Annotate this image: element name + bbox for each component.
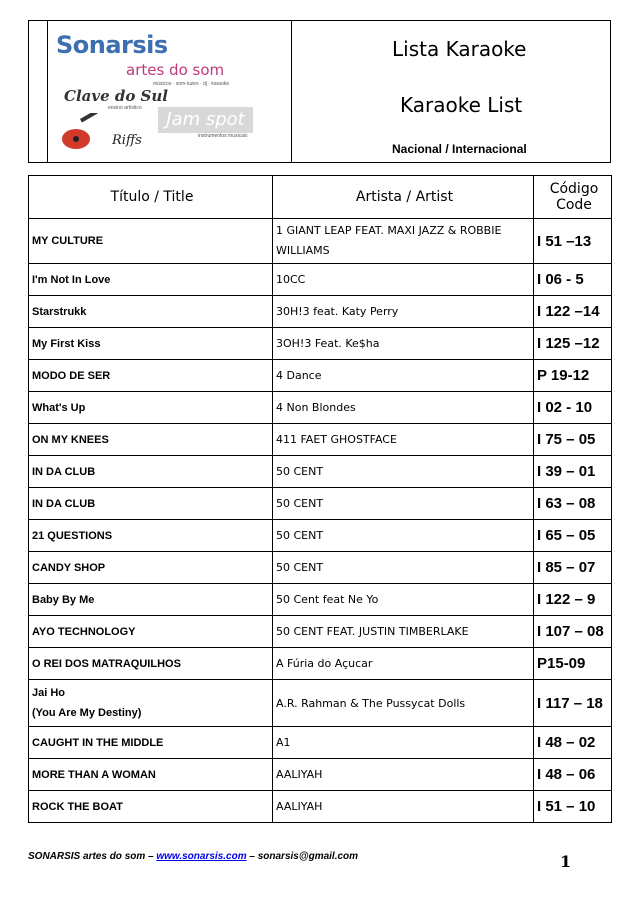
footer	[28, 851, 358, 862]
song-title: IN DA CLUB	[29, 488, 273, 520]
song-code: I 48 – 06	[534, 759, 612, 791]
song-code: I 107 – 08	[534, 616, 612, 648]
table-row	[29, 759, 612, 791]
artes-do-som-logo-text: artes do som	[126, 61, 225, 79]
table-row	[29, 424, 612, 456]
subtitle: Nacional / Internacional	[392, 142, 527, 156]
song-title: 21 QUESTIONS	[29, 520, 273, 552]
clave-tagline: ensino artístico	[108, 105, 142, 111]
table-row	[29, 552, 612, 584]
table-row	[29, 328, 612, 360]
table-header-row	[29, 176, 612, 219]
col-header-artist: Artista / Artist	[273, 176, 534, 219]
song-title: ROCK THE BOAT	[29, 791, 273, 823]
table-row	[29, 648, 612, 680]
sonarsis-logo: Sonarsis	[56, 31, 168, 59]
song-artist: 4 Non Blondes	[273, 392, 534, 424]
header-box	[28, 20, 611, 163]
riffs-logo: Riffs	[112, 133, 142, 148]
col-header-title: Título / Title	[29, 176, 273, 219]
song-artist: 50 CENT FEAT. JUSTIN TIMBERLAKE	[273, 616, 534, 648]
table-row	[29, 360, 612, 392]
song-title: What's Up	[29, 392, 273, 424]
table-row	[29, 488, 612, 520]
song-artist: A1	[273, 727, 534, 759]
song-code: I 39 – 01	[534, 456, 612, 488]
song-artist: 1 GIANT LEAP FEAT. MAXI JAZZ & ROBBIE WILLIAMS	[273, 219, 534, 264]
song-code: I 85 – 07	[534, 552, 612, 584]
guitar-icon	[58, 113, 113, 153]
song-artist: 4 Dance	[273, 360, 534, 392]
footer-email: – sonarsis@gmail.com	[246, 851, 359, 862]
title-panel	[292, 21, 610, 162]
song-title: CANDY SHOP	[29, 552, 273, 584]
song-artist: A.R. Rahman & The Pussycat Dolls	[273, 680, 534, 727]
song-code: I 125 –12	[534, 328, 612, 360]
song-artist: 411 FAET GHOSTFACE	[273, 424, 534, 456]
table-row	[29, 616, 612, 648]
table-row	[29, 520, 612, 552]
karaoke-table	[28, 175, 612, 823]
song-code: I 06 - 5	[534, 264, 612, 296]
song-title: Baby By Me	[29, 584, 273, 616]
footer-prefix: SONARSIS artes do som –	[28, 851, 157, 862]
song-code: I 63 – 08	[534, 488, 612, 520]
table-row	[29, 296, 612, 328]
page-number: 1	[560, 852, 572, 871]
song-artist: 3OH!3 Feat. Ke$ha	[273, 328, 534, 360]
song-artist: 10CC	[273, 264, 534, 296]
song-code: I 51 – 10	[534, 791, 612, 823]
table-row	[29, 219, 612, 264]
song-title: My First Kiss	[29, 328, 273, 360]
song-code: I 122 – 9	[534, 584, 612, 616]
song-code: P 19-12	[534, 360, 612, 392]
song-artist: AALIYAH	[273, 791, 534, 823]
song-code: I 51 –13	[534, 219, 612, 264]
song-title: CAUGHT IN THE MIDDLE	[29, 727, 273, 759]
song-title: ON MY KNEES	[29, 424, 273, 456]
table-row	[29, 791, 612, 823]
jam-spot-logo: Jam spot	[158, 107, 253, 133]
title-en: Karaoke List	[400, 93, 523, 117]
jam-tagline: instrumentos musicais	[198, 133, 248, 139]
title-pt: Lista Karaoke	[392, 37, 527, 61]
song-code: I 75 – 05	[534, 424, 612, 456]
song-code: I 02 - 10	[534, 392, 612, 424]
table-row	[29, 584, 612, 616]
table-row	[29, 264, 612, 296]
song-title: MORE THAN A WOMAN	[29, 759, 273, 791]
song-artist: 50 CENT	[273, 520, 534, 552]
song-artist: AALIYAH	[273, 759, 534, 791]
song-title: I'm Not In Love	[29, 264, 273, 296]
song-title: MODO DE SER	[29, 360, 273, 392]
song-artist: 30H!3 feat. Katy Perry	[273, 296, 534, 328]
song-code: I 117 – 18	[534, 680, 612, 727]
song-code: I 48 – 02	[534, 727, 612, 759]
artes-tagline: músicos · som-luzes · dj · karaoke	[153, 81, 230, 87]
song-artist: 50 CENT	[273, 488, 534, 520]
clave-do-sul-logo: Clave do Sul	[64, 87, 168, 105]
song-artist: 50 Cent feat Ne Yo	[273, 584, 534, 616]
table-row	[29, 392, 612, 424]
song-title: IN DA CLUB	[29, 456, 273, 488]
table-row	[29, 727, 612, 759]
logo-panel	[47, 21, 292, 162]
song-title: MY CULTURE	[29, 219, 273, 264]
song-title: O REI DOS MATRAQUILHOS	[29, 648, 273, 680]
song-code: I 65 – 05	[534, 520, 612, 552]
song-artist: A Fúria do Açucar	[273, 648, 534, 680]
song-artist: 50 CENT	[273, 456, 534, 488]
song-artist: 50 CENT	[273, 552, 534, 584]
col-header-code: Código Code	[534, 176, 612, 219]
song-code: I 122 –14	[534, 296, 612, 328]
table-row	[29, 456, 612, 488]
song-title: Jai Ho (You Are My Destiny)	[29, 680, 273, 727]
song-code: P15-09	[534, 648, 612, 680]
song-title: AYO TECHNOLOGY	[29, 616, 273, 648]
website-link[interactable]: www.sonarsis.com	[156, 851, 247, 862]
song-title: Starstrukk	[29, 296, 273, 328]
table-row	[29, 680, 612, 727]
